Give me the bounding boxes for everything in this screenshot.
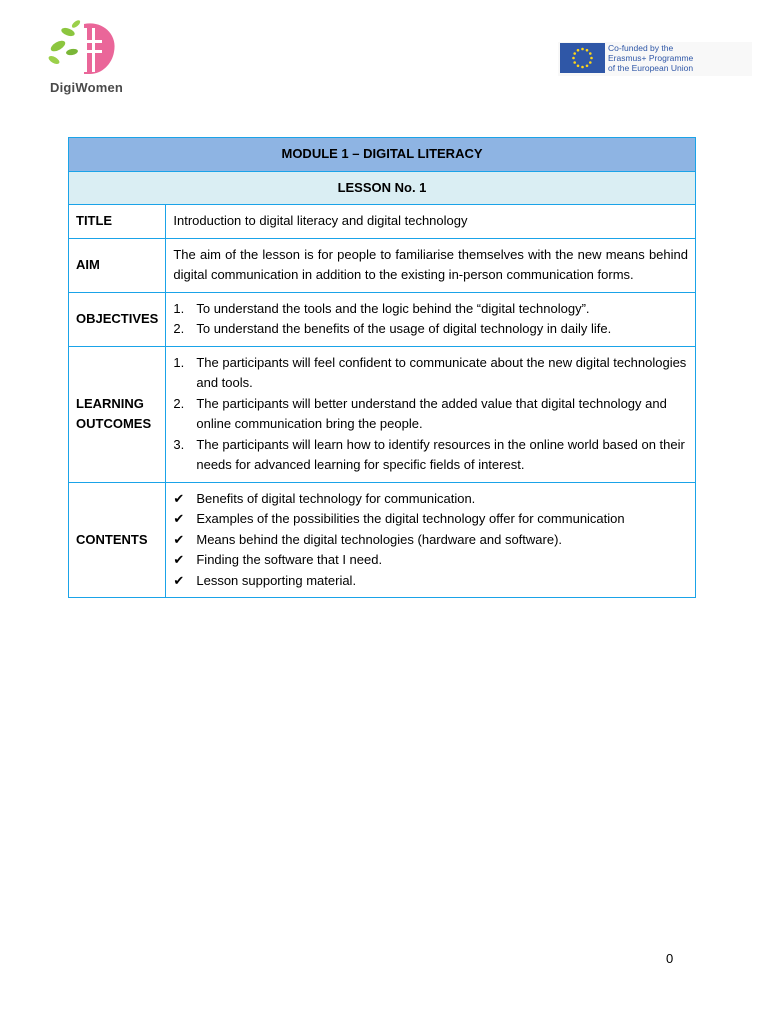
outcome-item: 2. The participants will better understand the added value that digital technology and online communication bring the people. (173, 395, 667, 431)
content-item: ✔ Means behind the digital technologies (hardware and software). (173, 530, 688, 551)
title-label: TITLE (69, 205, 166, 239)
eu-funding-badge (558, 42, 752, 76)
checkmark-icon: ✔ (173, 572, 185, 588)
content-item: ✔ Benefits of digital technology for communication. (173, 489, 688, 510)
objective-item: 2. To understand the benefits of the usage of digital technology in daily life. (173, 321, 612, 336)
objectives-list (173, 299, 688, 340)
objectives-label: OBJECTIVES (69, 292, 166, 346)
content-item: ✔ Lesson supporting material. (173, 571, 688, 592)
aim-label: AIM (69, 238, 166, 292)
logo-text: DigiWomen (50, 80, 124, 95)
outcome-item: 1. The participants will feel confident to communicate about the new digital technologies and tools. (173, 354, 687, 390)
eu-line: Erasmus+ Programme (608, 53, 694, 63)
content-item: ✔ Examples of the possibilities the digital technology offer for communication (173, 509, 688, 530)
lesson-heading: LESSON No. 1 (69, 171, 696, 205)
eu-line: of the European Union (608, 63, 694, 73)
eu-funding-text (608, 43, 693, 73)
outcome-item: 3. The participants will learn how to identify resources in the online world based on their needs for advanced learning for specific fields of interest. (173, 436, 685, 472)
checkmark-icon: ✔ (173, 511, 185, 526)
eu-flag-icon (560, 43, 605, 73)
contents-label: CONTENTS (69, 482, 166, 598)
contents-list (173, 489, 688, 592)
checkmark-icon: ✔ (173, 552, 185, 567)
aim-value: The aim of the lesson is for people to familiarise themselves with the new means behind digital communication in addition to the existing in-person communication forms. (166, 238, 696, 292)
digiwomen-logo-icon (44, 18, 124, 78)
objective-item: 1. To understand the tools and the logic behind the “digital technology”. (173, 300, 590, 316)
lesson-table (68, 137, 696, 598)
objectives-cell (166, 292, 696, 346)
contents-cell (166, 482, 696, 598)
eu-line: Co-funded by the (608, 43, 674, 53)
checkmark-icon: ✔ (173, 531, 185, 547)
module-heading: MODULE 1 – DIGITAL LITERACY (69, 138, 696, 172)
learning-outcomes-label: LEARNING OUTCOMES (69, 346, 166, 482)
checkmark-icon: ✔ (173, 490, 185, 506)
title-value: Introduction to digital literacy and digital technology (166, 205, 696, 239)
digiwomen-logo (40, 18, 140, 98)
content-item: ✔ Finding the software that I need. (173, 550, 688, 571)
outcomes-list (173, 353, 688, 476)
page-number: 0 (666, 951, 674, 966)
outcomes-cell (166, 346, 696, 482)
